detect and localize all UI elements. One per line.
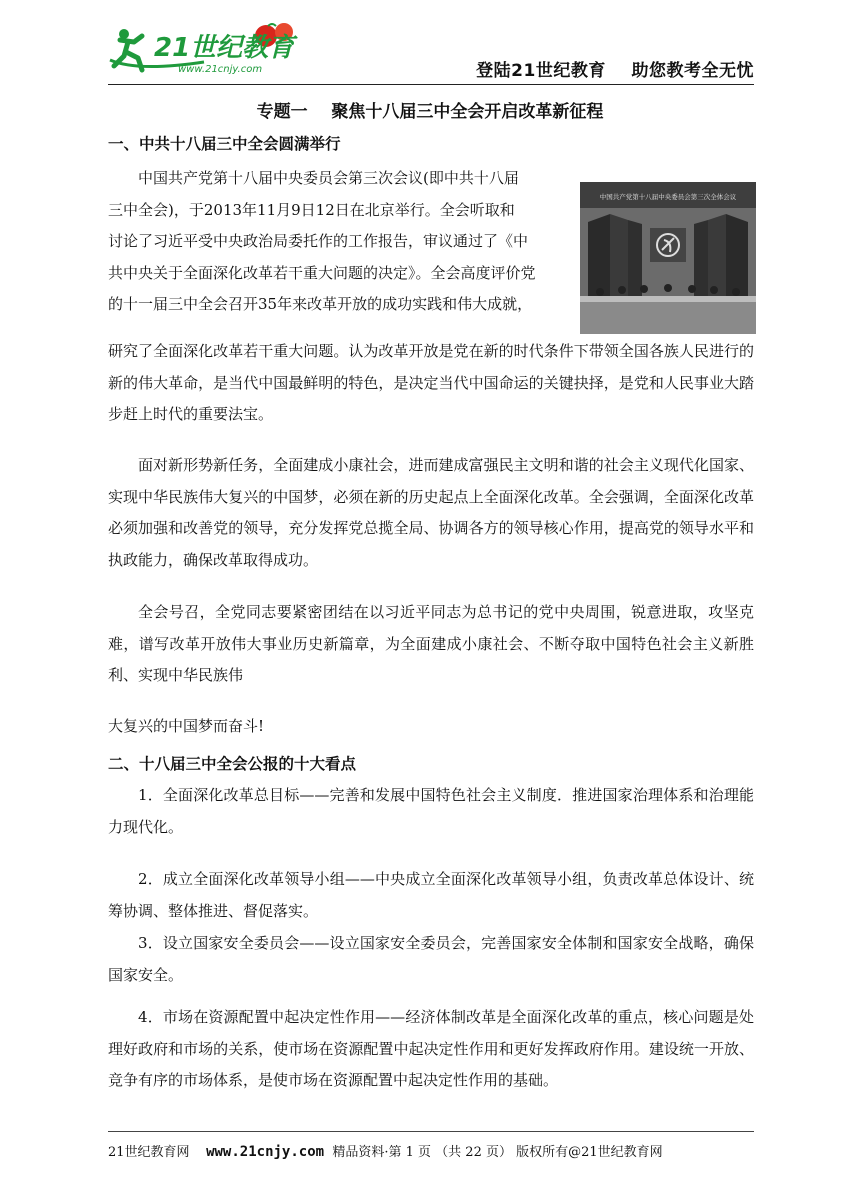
section-1-paragraph-1-wrapped: [108, 163, 570, 321]
paragraph-line: 讨论了习近平受中央政治局委托作的工作报告，审议通过了《中: [108, 232, 529, 250]
page-header: [0, 0, 860, 88]
photo-caption: 中国共产党第十八届中央委员会第三次全体会议: [599, 193, 737, 201]
footer-page-info: 精品资料·第 1 页 （共 22 页） 版权所有@21世纪教育网: [332, 1145, 663, 1160]
logo-text: 21世纪教育: [154, 33, 295, 63]
document-title: 专题一 聚焦十八届三中全会开启改革新征程: [256, 102, 604, 122]
paragraph-line: 的十一届三中全会召开35年来改革开放的成功实践和伟大成就，: [108, 295, 533, 313]
footer-divider: [108, 1131, 754, 1132]
section-1-paragraph-3-tail: 大复兴的中国梦而奋斗!: [108, 717, 265, 735]
footer-site: 21世纪教育网: [108, 1145, 190, 1160]
paragraph-line: 共中央关于全面深化改革若干重大问题的决定》。全会高度评价党: [108, 263, 536, 282]
section-1-paragraph-2: 面对新形势新任务，全面建成小康社会，进而建成富强民主文明和谐的社会主义现代化国家、实现中华民族伟大复兴的中国梦，必须在新的历史起点上全面深化改革。全会强调，全面深化改革必须加强和改善党的领导，充分发挥党总揽全局、协调各方的领导核心作用，提高党的领导水平和执政能力，确保改革取得成功。: [108, 456, 754, 569]
section-1-heading: 一、中共十八届三中全会圆满举行: [108, 135, 341, 153]
footer-url-link[interactable]: www.21cnjy.com: [206, 1144, 325, 1160]
plenum-photo: [580, 182, 756, 334]
list-item: 1．全面深化改革总目标——完善和发展中国特色社会主义制度．推进国家治理体系和治理能力现代化。: [108, 786, 754, 836]
site-logo[interactable]: [108, 22, 304, 80]
logo-url: www.21cnjy.com: [178, 64, 263, 75]
header-slogan: 登陆21世纪教育 助您教考全无忧: [476, 61, 754, 81]
page-footer: [108, 1141, 663, 1160]
section-1-paragraph-1-rest: 研究了全面深化改革若干重大问题。认为改革开放是党在新的时代条件下带领全国各族人民进行的新的伟大革命，是当代中国最鲜明的特色，是决定当代中国命运的关键抉择，是党和人民事业大踏步赶上时代的重要法宝。: [108, 342, 754, 423]
paragraph-line: 中国共产党第十八届中央委员会第三次会议(即中共十八届: [138, 169, 519, 187]
paragraph-line: 三中全会)，于2013年11月9日12日在北京举行。全会听取和: [108, 200, 515, 219]
list-item: 4．市场在资源配置中起决定性作用——经济体制改革是全面深化改革的重点，核心问题是处理好政府和市场的关系，使市场在资源配置中起决定性作用和更好发挥政府作用。建设统一开放、竞争有序的市场体系，是使市场在资源配置中起决定性作用的基础。: [108, 1008, 754, 1089]
list-item: 3．设立国家安全委员会——设立国家安全委员会，完善国家安全体制和国家安全战略，确保国家安全。: [108, 934, 754, 984]
logo-graphic: [108, 22, 304, 80]
section-2-heading: 二、十八届三中全会公报的十大看点: [108, 755, 357, 773]
section-1-paragraph-3: 全会号召，全党同志要紧密团结在以习近平同志为总书记的党中央周围，锐意进取，攻坚克难，谱写改革开放伟大事业历史新篇章，为全面建成小康社会、不断夺取中国特色社会主义新胜利、实现中华民族伟: [108, 603, 754, 684]
list-item: 2．成立全面深化改革领导小组——中央成立全面深化改革领导小组，负责改革总体设计、统筹协调、整体推进、督促落实。: [108, 870, 754, 920]
header-divider: [108, 84, 754, 85]
